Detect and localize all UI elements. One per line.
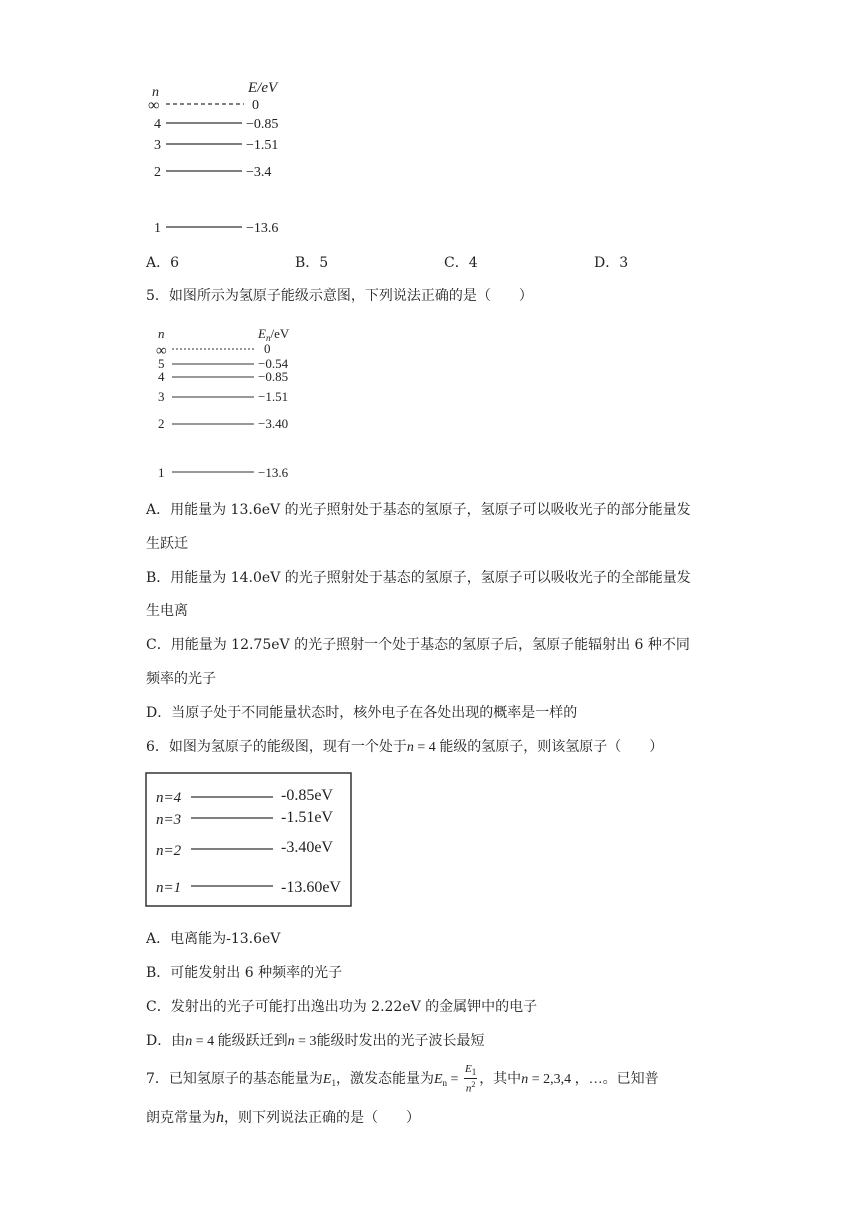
level-energy-4: −0.85 — [246, 117, 279, 132]
q7-stem-line1: 7．已知氢原子的基态能量为$E_1$，激发态能量为$E_n$ = $\frac{E_1}{n^2}$ ，其中n = 2,3,4 ，…。已知普 — [146, 1062, 659, 1095]
level-label-1: 1 — [154, 221, 161, 236]
energy-level-diagram-1 — [140, 74, 310, 244]
level-energy-2: -3.40eV — [281, 839, 333, 856]
level-energy-4: -0.85eV — [281, 787, 333, 804]
n-header: n — [152, 85, 159, 100]
q4-option-a: A．6 — [146, 255, 180, 271]
level-energy-5: −0.54 — [258, 356, 289, 371]
q7-stem-line2: 朗克常量为h，则下列说法正确的是（ ） — [146, 1109, 420, 1126]
level-energy-1: -13.60eV — [281, 879, 341, 896]
level-energy-2: −3.40 — [258, 416, 289, 431]
q6-option-c: C．发射出的光子可能打出逸出功为 2.22eV 的金属钾中的电子 — [146, 999, 538, 1015]
q6-stem: 6．如图为氢原子的能级图，现有一个处于n = 4 能级的氢原子，则该氢原子（ ） — [146, 739, 664, 755]
level-label-inf: ∞ — [148, 97, 160, 114]
level-energy-2: −3.4 — [246, 165, 272, 180]
level-label-1: n=1 — [156, 880, 182, 896]
q6-option-d: D．由n = 4 能级跃迁到n = 3能级时发出的光子波长最短 — [146, 1033, 485, 1049]
level-energy-inf: 0 — [264, 341, 271, 356]
level-energy-3: -1.51eV — [281, 809, 333, 826]
q6-option-a: A．电离能为-13.6eV — [146, 931, 281, 947]
level-energy-4: −0.85 — [258, 369, 289, 384]
q5-option-c-line2: 频率的光子 — [146, 671, 216, 687]
q4-option-d: D．3 — [594, 255, 629, 271]
level-label-4: 4 — [154, 117, 161, 132]
q5-option-d: D．当原子处于不同能量状态时，核外电子在各处出现的概率是一样的 — [146, 705, 578, 721]
energy-level-diagram-3 — [145, 772, 355, 910]
level-label-3: 3 — [154, 138, 161, 153]
level-energy-inf: 0 — [252, 98, 259, 113]
level-energy-1: −13.6 — [246, 221, 279, 236]
level-energy-1: −13.6 — [258, 465, 289, 480]
level-label-5: 5 — [158, 356, 165, 371]
q4-option-b: B．5 — [295, 255, 329, 271]
energy-fraction: $\frac{E_1}{n^2}$ — [464, 1062, 477, 1095]
level-label-1: 1 — [158, 465, 165, 480]
energy-level-diagram-2 — [150, 322, 320, 487]
energy-header: $E_n/eV$ — [258, 326, 290, 343]
level-energy-3: −1.51 — [258, 389, 289, 404]
n-header: n — [158, 326, 165, 341]
q5-option-a-line2: 生跃迁 — [146, 536, 188, 552]
level-label-3: n=3 — [156, 812, 182, 828]
level-energy-3: −1.51 — [246, 138, 279, 153]
q6-option-b: B．可能发射出 6 种频率的光子 — [146, 965, 343, 981]
level-label-4: n=4 — [156, 790, 182, 806]
level-label-2: n=2 — [156, 843, 182, 859]
q5-option-b-line1: B．用能量为 14.0eV 的光子照射处于基态的氢原子，氢原子可以吸收光子的全部能量发 — [146, 570, 691, 586]
q5-option-b-line2: 生电离 — [146, 603, 188, 619]
level-label-2: 2 — [154, 165, 161, 180]
q4-option-c: C．4 — [444, 255, 478, 271]
level-label-3: 3 — [158, 389, 165, 404]
level-label-inf: ∞ — [156, 343, 167, 359]
q5-stem: 5．如图所示为氢原子能级示意图，下列说法正确的是（ ） — [146, 288, 533, 304]
level-label-4: 4 — [158, 369, 165, 384]
q5-option-c-line1: C．用能量为 12.75eV 的光子照射一个处于基态的氢原子后，氢原子能辐射出 6 种不同 — [146, 637, 690, 653]
level-label-2: 2 — [158, 416, 165, 431]
q5-option-a-line1: A．用能量为 13.6eV 的光子照射处于基态的氢原子，氢原子可以吸收光子的部分能量发 — [146, 502, 691, 518]
energy-header: E/eV — [248, 80, 278, 96]
